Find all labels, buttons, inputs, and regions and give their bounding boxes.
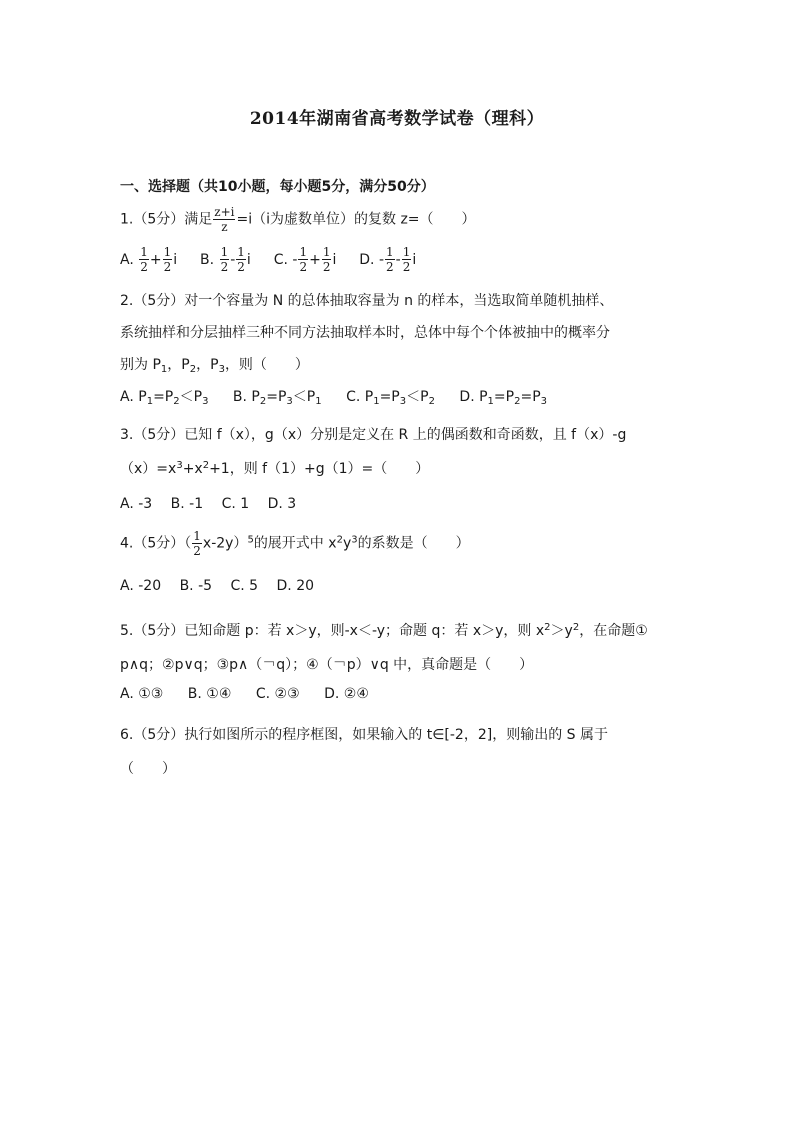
text: x-2y） (202, 535, 248, 552)
q2-option-d (459, 389, 547, 405)
q4-option-c: C. 5 (230, 578, 259, 594)
q1-option-d (359, 245, 417, 274)
q5-option-d: D. ②④ (324, 686, 369, 702)
fraction (385, 246, 395, 273)
subscript: 2 (428, 396, 435, 407)
superscript: 5 (247, 534, 254, 546)
numerator: 1 (322, 245, 331, 259)
text: ＜P (292, 389, 316, 405)
superscript: 2 (544, 622, 551, 633)
subscript: 1 (146, 396, 154, 407)
question-4-options (120, 578, 314, 594)
subscript: 3 (202, 396, 209, 407)
q2-option-a (120, 389, 208, 405)
question-3-line-1: 3.（5分）已知 f（x），g（x）分别是定义在 R 上的偶函数和奇函数，且 f（x）-g (120, 427, 627, 443)
q5-option-b: B. ①④ (187, 686, 232, 702)
question-1-stem (120, 206, 476, 233)
operator: + (309, 251, 321, 268)
numerator: 1 (386, 245, 394, 259)
superscript: 3 (176, 460, 183, 471)
text: D. P (459, 389, 488, 405)
subscript: 2 (514, 396, 521, 407)
q3-option-a: A. -3 (120, 496, 153, 512)
text: ＜P (179, 389, 203, 405)
numerator: 1 (237, 245, 245, 259)
question-3-line-2 (120, 458, 429, 478)
question-5-line-1 (120, 620, 648, 640)
subscript: 2 (189, 364, 197, 375)
question-2-line-3 (120, 354, 309, 374)
numerator: 1 (299, 245, 308, 259)
denominator: 2 (322, 260, 331, 274)
text: =P (493, 389, 515, 405)
operator: + (149, 251, 162, 268)
numerator: 1 (193, 529, 201, 543)
subscript: 2 (173, 396, 180, 407)
text: ，P (196, 357, 219, 373)
q3-option-c: C. 1 (221, 496, 250, 512)
text: B. P (232, 389, 260, 405)
fraction (298, 246, 308, 273)
text: +x (182, 461, 203, 477)
operator: - (395, 251, 401, 268)
question-6-line-1: 6.（5分）执行如图所示的程序框图，如果输入的 t∈[-2，2]，则输出的 S 属于 (120, 727, 608, 743)
superscript: 2 (202, 460, 210, 471)
question-6-line-2: （ ） (120, 761, 176, 777)
imaginary-unit: i (173, 251, 178, 268)
subscript: 1 (487, 396, 494, 407)
question-2-line-2: 系统抽样和分层抽样三种不同方法抽取样本时，总体中每个个体被抽中的概率分 (120, 325, 610, 341)
question-3-options (120, 496, 296, 512)
q1-option-c (273, 245, 341, 274)
exam-title: 2014年湖南省高考数学试卷（理科） (249, 109, 545, 129)
text: =P (153, 389, 174, 405)
section-heading: 一、选择题（共10小题，每小题5分，满分50分） (120, 179, 435, 195)
subscript: 3 (540, 396, 548, 407)
text: +1，则 f（1）+g（1）=（ ） (209, 461, 430, 477)
q2-option-b (233, 389, 322, 405)
imaginary-unit: i (246, 251, 251, 268)
denominator: 2 (163, 260, 172, 274)
fraction (236, 246, 246, 273)
denominator: 2 (299, 260, 308, 274)
text: 5.（5分）已知命题 p：若 x＞y，则-x＜-y；命题 q：若 x＞y，则 x (120, 623, 545, 639)
q1-option-b (200, 245, 255, 274)
text: =P (266, 389, 287, 405)
text: A. P (120, 389, 147, 405)
text: ＞y (550, 623, 573, 639)
text: 4.（5分）（ (120, 535, 192, 552)
text: =P (379, 389, 400, 405)
fraction (402, 246, 412, 273)
option-label: D. (359, 251, 375, 268)
numerator: 1 (402, 245, 411, 259)
denominator: 2 (140, 260, 148, 274)
fraction (220, 246, 230, 273)
q3-option-d: D. 3 (267, 496, 297, 512)
subscript: 2 (259, 396, 267, 407)
q3-option-b: B. -1 (170, 496, 204, 512)
q4-fraction (192, 530, 202, 557)
q4-option-d: D. 20 (276, 578, 315, 594)
text: ，则（ ） (224, 357, 309, 373)
option-label: A. (120, 251, 134, 268)
option-label: C. (273, 251, 288, 268)
subscript: 1 (315, 396, 322, 407)
superscript: 3 (351, 534, 358, 546)
denominator: 2 (220, 260, 229, 274)
text: ，P (167, 357, 190, 373)
question-1-options (120, 246, 416, 273)
denominator: 2 (193, 544, 201, 558)
denominator: 2 (402, 260, 411, 274)
subscript: 1 (373, 396, 380, 407)
subscript: 3 (218, 364, 225, 375)
q1-frac-numerator: z+i (214, 205, 235, 219)
text: y (342, 535, 352, 552)
fraction (322, 246, 332, 273)
q5-option-c: C. ②③ (255, 686, 300, 702)
q1-frac-denominator: z (221, 220, 228, 234)
text: 的展开式中 x (253, 535, 337, 552)
q1-prefix: 1.（5分）满足 (120, 211, 213, 228)
q4-option-a: A. -20 (120, 578, 162, 594)
sign: - (292, 251, 298, 268)
subscript: 3 (399, 396, 407, 407)
denominator: 2 (237, 260, 245, 274)
superscript: 2 (336, 534, 343, 546)
fraction (163, 246, 173, 273)
text: 的系数是（ ） (357, 535, 470, 552)
text: ，在命题① (579, 623, 648, 639)
question-2-line-1: 2.（5分）对一个容量为 N 的总体抽取容量为 n 的样本，当选取简单随机抽样、 (120, 293, 614, 309)
denominator: 2 (386, 260, 394, 274)
question-5-line-2: p∧q；②p∨q；③p∧（￢q）；④（￢p）∨q 中，真命题是（ ） (120, 657, 534, 673)
text: =P (520, 389, 541, 405)
superscript: 2 (572, 622, 580, 633)
subscript: 1 (160, 364, 168, 375)
text: （x）=x (120, 461, 177, 477)
question-2-options (120, 386, 547, 406)
question-5-options (120, 686, 369, 702)
imaginary-unit: i (332, 251, 337, 268)
q4-option-b: B. -5 (179, 578, 213, 594)
text: 别为 P (120, 357, 161, 373)
text: ＜P (406, 389, 429, 405)
fraction (139, 246, 149, 273)
numerator: 1 (140, 245, 148, 259)
q2-option-c (346, 389, 435, 405)
numerator: 1 (163, 245, 172, 259)
question-4-stem (120, 530, 470, 557)
q1-fraction (213, 206, 235, 233)
option-label: B. (200, 251, 215, 268)
numerator: 1 (220, 245, 229, 259)
q5-option-a: A. ①③ (120, 686, 164, 702)
operator: - (230, 251, 236, 268)
text: C. P (346, 389, 374, 405)
subscript: 3 (286, 396, 293, 407)
q1-option-a (120, 245, 182, 274)
q1-suffix: =i（i为虚数单位）的复数 z=（ ） (236, 211, 476, 228)
sign: - (378, 251, 385, 268)
imaginary-unit: i (412, 251, 417, 268)
